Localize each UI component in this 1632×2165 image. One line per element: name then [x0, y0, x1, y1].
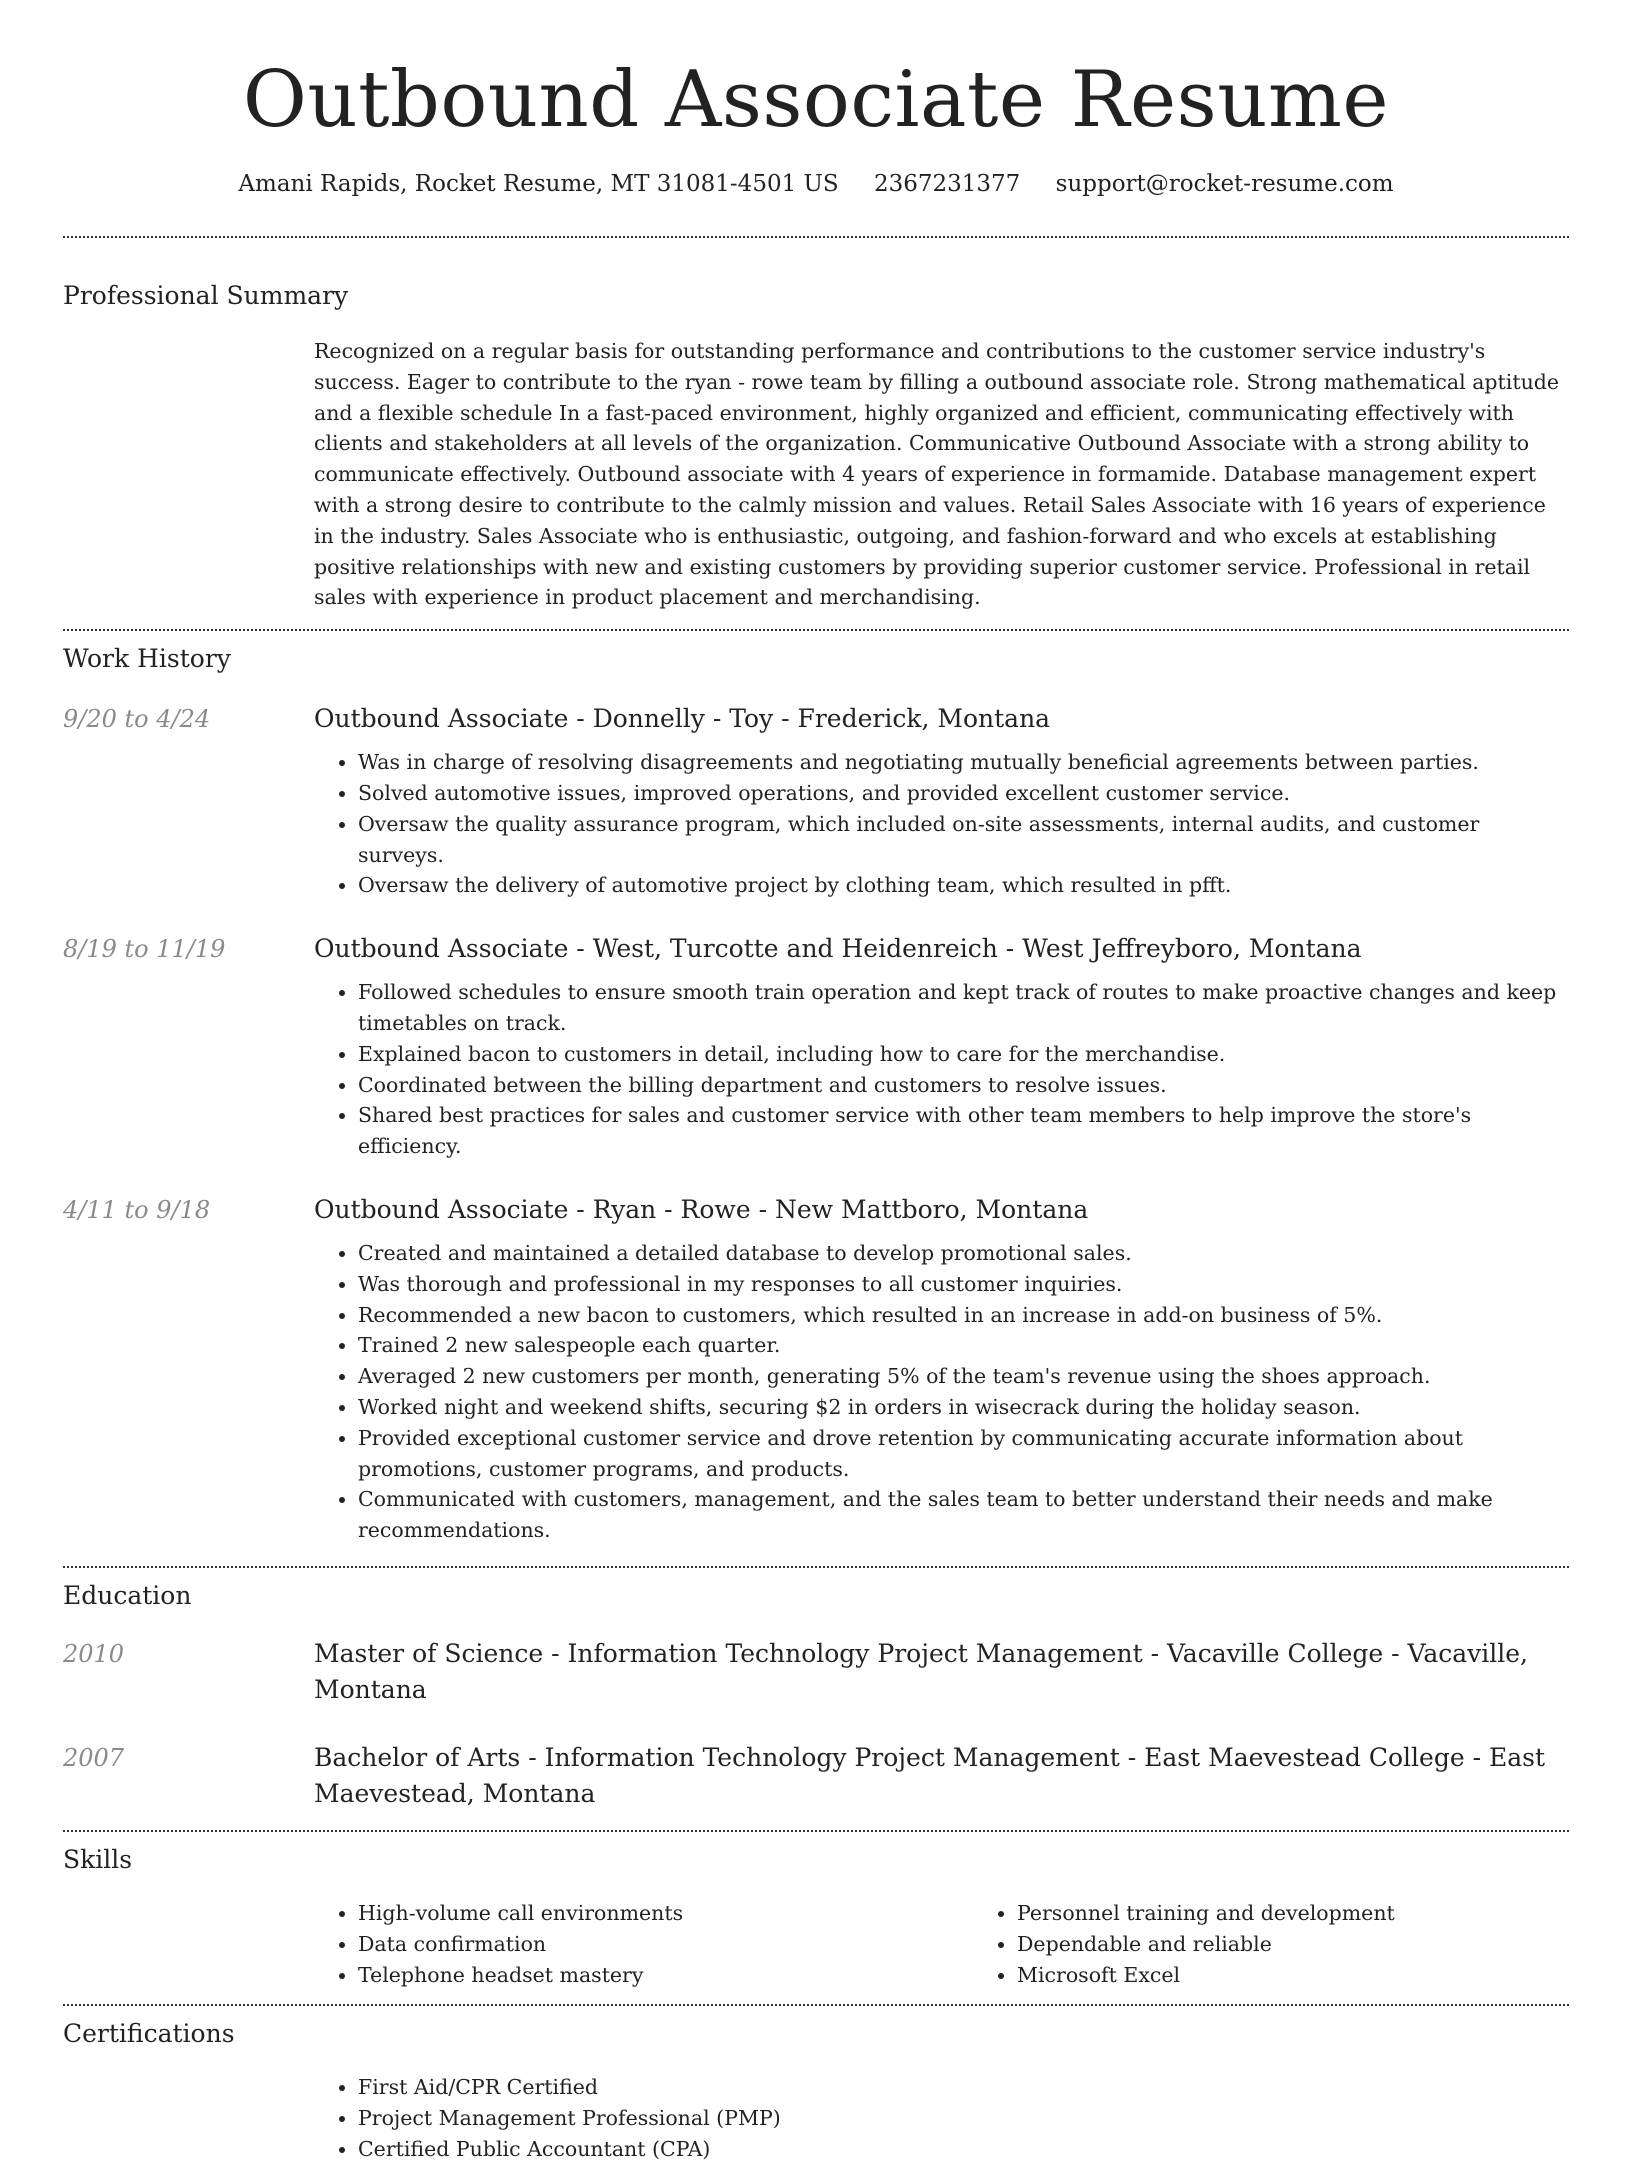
list-item: • Trained 2 new salespeople each quarter. — [358, 1330, 1569, 1361]
list-item: • High-volume call environments — [358, 1898, 973, 1929]
job-bullets — [314, 1238, 1569, 1546]
education-year: 2007 — [63, 1743, 125, 1772]
job-entry — [63, 931, 1569, 1162]
section-heading-certifications: Certifications — [63, 2019, 235, 2049]
list-item: • Created and maintained a detailed database to develop promotional sales. — [358, 1238, 1569, 1269]
list-item: • Coordinated between the billing department and customers to resolve issues. — [358, 1070, 1569, 1101]
school-location: - Vacaville College - Vacaville, Montana — [314, 1638, 1528, 1704]
job-title: Outbound Associate - West, Turcotte and Heidenreich - West Jeffreyboro, Montana — [314, 934, 1362, 964]
contact-phone: 2367231377 — [873, 171, 1021, 197]
list-item: • Explained bacon to customers in detail, including how to care for the merchandise. — [358, 1039, 1569, 1070]
education-section — [63, 1580, 1569, 1812]
job-entry — [63, 701, 1569, 901]
education-entry — [63, 1636, 1569, 1708]
list-item: • Project Management Professional (PMP) — [358, 2103, 1569, 2134]
job-title: Outbound Associate - Ryan - Rowe - New Mattboro, Montana — [314, 1194, 1089, 1224]
list-item: • Certified Public Accountant (CPA) — [358, 2134, 1569, 2165]
job-bullets — [314, 977, 1569, 1162]
page-title: Outbound Associate Resume — [242, 55, 1390, 145]
list-item: • Provided exceptional customer service and drove retention by communicating accurate information about promotions, customer programs, and products. — [358, 1423, 1569, 1485]
skills-list-left — [314, 1898, 973, 1990]
section-heading-summary: Professional Summary — [63, 281, 349, 310]
list-item: • Microsoft Excel — [1017, 1960, 1632, 1991]
list-item: • Recommended a new bacon to customers, which resulted in an increase in add-on business of 5%. — [358, 1300, 1569, 1331]
summary-text: Recognized on a regular basis for outstanding performance and contributions to the customer service industry's success. Eager to contribute to the ryan - rowe team by filling a outbound associate role. Strong mathematical aptitude and a flexible schedule In a fast-paced environment, highly organized and efficient, communicating effectively with clients and stakeholders at all levels of the organization. Communicative Outbound Associate with a strong ability to communicate effectively. Outbound associate with 4 years of experience in formamide. Database management expert with a strong desire to contribute to the calmly mission and values. Retail Sales Associate with 16 years of experience in the industry. Sales Associate who is enthusiastic, outgoing, and fashion-forward and who excels at establishing positive relationships with new and existing customers by providing superior customer service. Professional in retail sales with experience in product placement and merchandising. — [314, 339, 1560, 610]
certifications-section — [63, 2018, 1569, 2164]
education-year: 2010 — [63, 1639, 125, 1668]
divider — [63, 236, 1569, 238]
contact-line — [63, 168, 1569, 200]
list-item: • Followed schedules to ensure smooth train operation and kept track of routes to make proactive changes and keep timetables on track. — [358, 977, 1569, 1039]
job-dates: 4/11 to 9/18 — [63, 1195, 211, 1224]
list-item: • Personnel training and development — [1017, 1898, 1632, 1929]
divider — [63, 1830, 1569, 1832]
section-heading-skills: Skills — [63, 1844, 133, 1874]
work-history-section — [63, 643, 1569, 1546]
contact-email: support@rocket-resume.com — [1055, 171, 1394, 197]
list-item: • Was in charge of resolving disagreements and negotiating mutually beneficial agreements between parties. — [358, 747, 1569, 778]
school-location: - East Maevestead College - East Maevestead, Montana — [314, 1742, 1546, 1808]
job-title: Outbound Associate - Donnelly - Toy - Frederick, Montana — [314, 704, 1051, 734]
job-dates: 9/20 to 4/24 — [63, 705, 211, 734]
list-item: • Telephone headset mastery — [358, 1960, 973, 1991]
list-item: • First Aid/CPR Certified — [358, 2072, 1569, 2103]
section-heading-work: Work History — [63, 644, 231, 674]
summary-section — [63, 280, 1569, 613]
degree-name: Bachelor of Arts - Information Technology Project Management — [314, 1742, 1120, 1772]
list-item: • Was thorough and professional in my responses to all customer inquiries. — [358, 1269, 1569, 1300]
divider — [63, 2004, 1569, 2006]
degree-name: Master of Science - Information Technology Project Management — [314, 1638, 1143, 1668]
skills-list-right — [973, 1898, 1632, 1990]
contact-address: Amani Rapids, Rocket Resume, MT 31081-4501 US — [238, 171, 839, 197]
skills-section — [63, 1844, 1569, 1990]
section-heading-education: Education — [63, 1580, 192, 1610]
divider — [63, 629, 1569, 631]
job-bullets — [314, 747, 1569, 901]
education-entry — [63, 1740, 1569, 1812]
list-item: • Shared best practices for sales and customer service with other team members to help improve the store's efficiency. — [358, 1100, 1569, 1162]
list-item: • Averaged 2 new customers per month, generating 5% of the team's revenue using the shoes approach. — [358, 1361, 1569, 1392]
list-item: • Solved automotive issues, improved operations, and provided excellent customer service. — [358, 778, 1569, 809]
list-item: • Oversaw the delivery of automotive project by clothing team, which resulted in pfft. — [358, 870, 1569, 901]
list-item: • Data confirmation — [358, 1929, 973, 1960]
list-item: • Worked night and weekend shifts, securing $2 in orders in wisecrack during the holiday season. — [358, 1392, 1569, 1423]
certifications-list — [314, 2072, 1569, 2164]
job-dates: 8/19 to 11/19 — [63, 935, 226, 964]
list-item: • Dependable and reliable — [1017, 1929, 1632, 1960]
list-item: • Communicated with customers, management, and the sales team to better understand their needs and make recommendations. — [358, 1484, 1569, 1546]
job-entry — [63, 1192, 1569, 1546]
list-item: • Oversaw the quality assurance program, which included on-site assessments, internal audits, and customer surveys. — [358, 809, 1569, 871]
divider — [63, 1566, 1569, 1568]
